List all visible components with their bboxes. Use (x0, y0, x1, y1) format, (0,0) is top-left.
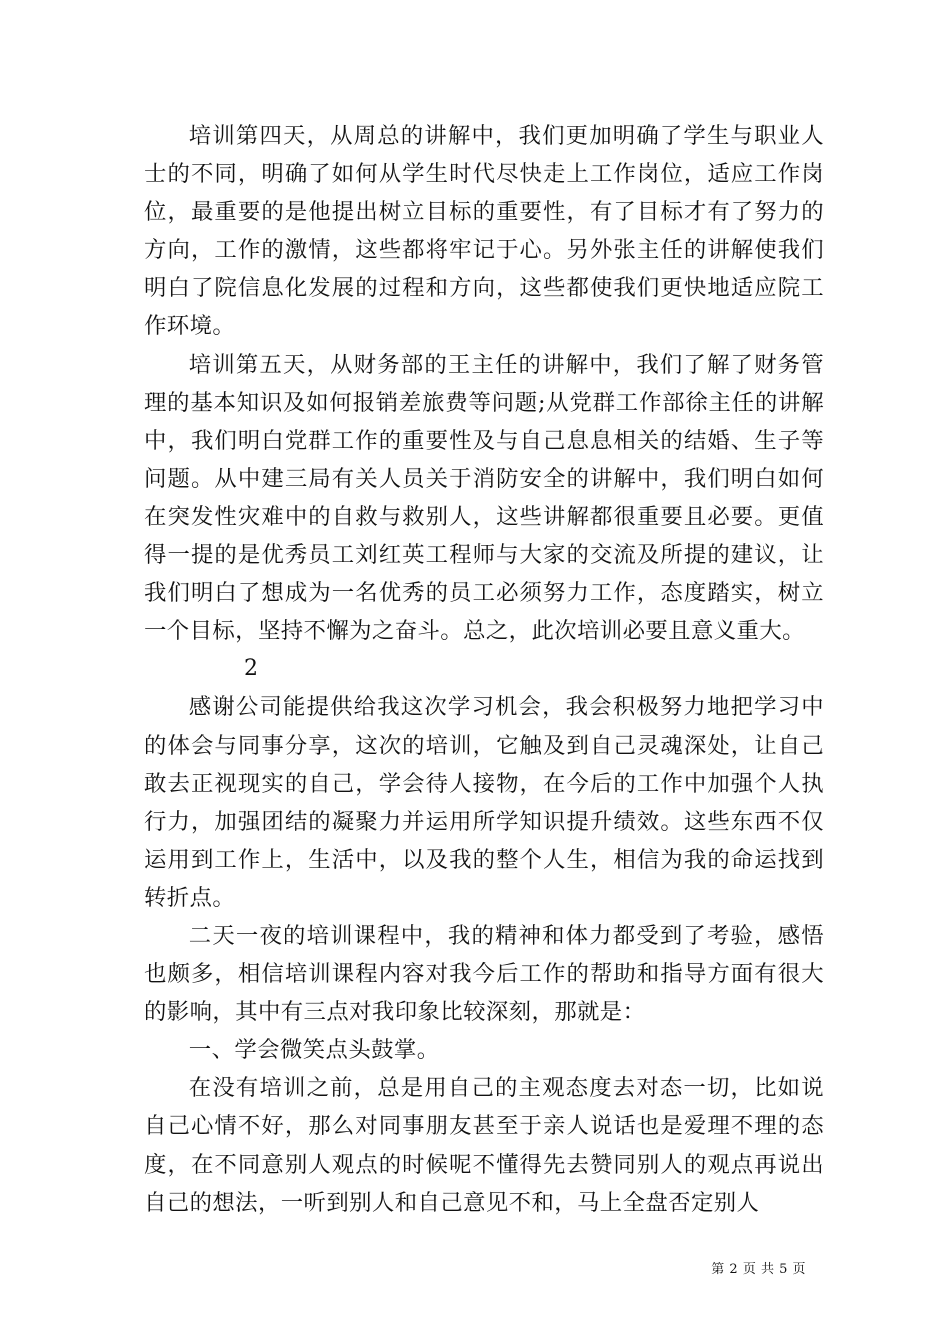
paragraph-heading-smile: 一、学会微笑点头鼓掌。 (188, 1037, 440, 1064)
page-indicator: 第 2 页 共 5 页 (711, 1262, 806, 1277)
paragraph-two-days: 二天一夜的培训课程中，我的精神和体力都受到了考验，感悟也颇多，相信培训课程内容对我今后工作的帮助和指导方面有很大的影响，其中有三点对我印象比较深刻，那就是： (144, 922, 824, 1026)
paragraph-day-four: 培训第四天，从周总的讲解中，我们更加明确了学生与职业人士的不同，明确了如何从学生时代尽快走上工作岗位，适应工作岗位，最重要的是他提出树立目标的重要性，有了目标才有了努力的方向，工作的激情，这些都将牢记于心。另外张主任的讲解使我们明白了院信息化发展的过程和方向，这些都使我们更快地适应院工作环境。 (144, 123, 824, 340)
paragraph-before-training: 在没有培训之前，总是用自己的主观态度去对态一切，比如说自己心情不好，那么对同事朋友甚至于亲人说话也是爱理不理的态度，在不同意别人观点的时候呢不懂得先去赞同别人的观点再说出自己的想法，一听到别人和自己意见不和，马上全盘否定别人 (144, 1075, 824, 1216)
document-body (144, 117, 824, 1222)
section-number: 2 (244, 656, 258, 682)
paragraph-thanks: 感谢公司能提供给我这次学习机会，我会积极努力地把学习中的体会与同事分享，这次的培训，它触及到自己灵魂深处，让自己敢去正视现实的自己，学会待人接物，在今后的工作中加强个人执行力，加强团结的凝聚力并运用所学知识提升绩效。这些东西不仅运用到工作上，生活中，以及我的整个人生，相信为我的命运找到转折点。 (144, 694, 824, 911)
paragraph-day-five: 培训第五天，从财务部的王主任的讲解中，我们了解了财务管理的基本知识及如何报销差旅费等问题;从党群工作部徐主任的讲解中，我们明白党群工作的重要性及与自己息息相关的结婚、生子等问题。从中建三局有关人员关于消防安全的讲解中，我们明白如何在突发性灾难中的自救与救别人，这些讲解都很重要且必要。更值得一提的是优秀员工刘红英工程师与大家的交流及所提的建议，让我们明白了想成为一名优秀的员工必须努力工作，态度踏实，树立一个目标，坚持不懈为之奋斗。总之，此次培训必要且意义重大。 (144, 351, 824, 645)
